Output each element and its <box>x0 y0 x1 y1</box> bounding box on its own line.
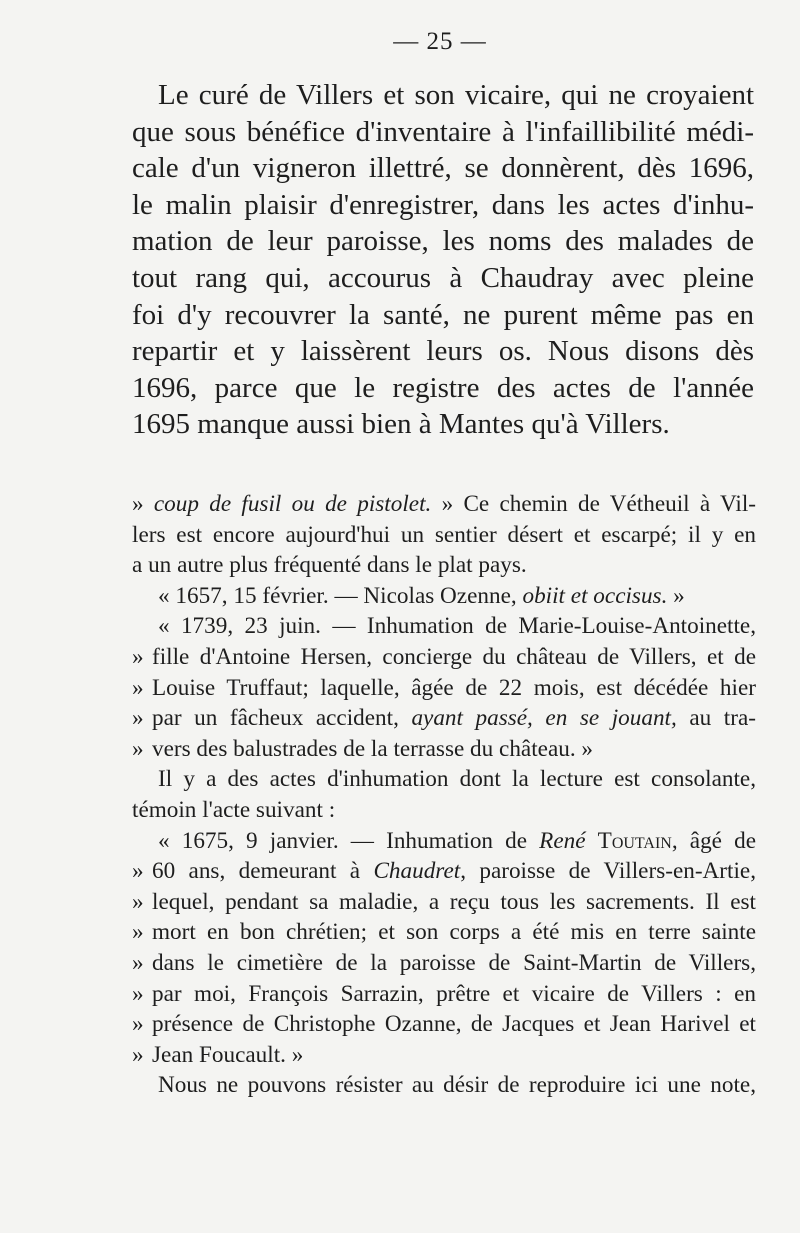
quote-mark: » <box>132 643 144 670</box>
main-line: mation de leur paroisse, les noms des malades de <box>132 225 754 258</box>
note-text: , paroisse de Villers-en-Artie, <box>460 858 756 885</box>
main-line: que sous bénéfice d'inventaire à l'infaillibilité médi- <box>132 115 754 148</box>
note-line <box>132 1009 756 1040</box>
note-line <box>132 703 756 734</box>
note-line <box>132 673 756 704</box>
quote-mark: » <box>132 735 144 762</box>
note-text: lequel, pendant sa maladie, a reçu tous les sacrements. Il est <box>152 888 756 915</box>
note-line <box>132 489 756 520</box>
note-text: par moi, François Sarrazin, prêtre et vicaire de Villers : en <box>152 980 756 1007</box>
note-line: lers est encore aujourd'hui un sentier désert et escarpé; il y en <box>132 521 756 548</box>
note-line <box>132 1040 756 1071</box>
italic-phrase: coup de fusil ou de pistolet. <box>153 491 432 517</box>
note-line: Il y a des actes d'inhumation dont la lecture est consolante, <box>158 766 756 793</box>
note-text: au tra- <box>676 705 756 732</box>
main-line: 1696, parce que le registre des actes de l'année <box>132 371 754 404</box>
italic-phrase: obiit et occisus. <box>522 582 668 609</box>
note-text: mort en bon chrétien; et son corps a été mis en terre sainte <box>152 919 756 946</box>
surname-small-caps: Toutain <box>597 827 672 854</box>
quote-mark: » <box>132 949 144 976</box>
main-line: repartir et y laissèrent leurs os. Nous disons dès <box>132 335 754 368</box>
page-number: — 25 — <box>393 28 487 55</box>
note-line <box>132 887 756 918</box>
note-text: « 1675, 9 janvier. — Inhumation de <box>158 827 540 854</box>
quote-mark: » <box>132 858 144 885</box>
main-line: 1695 manque aussi bien à Mantes qu'à Villers. <box>132 408 670 441</box>
note-text: Jean Foucault. » <box>152 1041 304 1068</box>
note-text: par un fâcheux accident, <box>152 705 412 732</box>
note-line <box>132 856 756 887</box>
note-line <box>132 734 756 765</box>
note-line <box>132 917 756 948</box>
note-line <box>132 826 756 857</box>
note-line: « 1739, 23 juin. — Inhumation de Marie-Louise-Antoinette, <box>158 613 756 640</box>
quote-mark: » <box>132 888 144 915</box>
italic-place: Chaudret <box>373 858 461 885</box>
italic-name: René <box>539 827 586 854</box>
quote-mark: » <box>132 1011 144 1038</box>
quote-mark: » <box>132 1041 144 1068</box>
quote-mark: » <box>132 674 144 701</box>
main-line: tout rang qui, accourus à Chaudray avec pleine <box>132 261 754 294</box>
main-paragraph <box>132 77 754 443</box>
quote-mark: » <box>132 980 144 1007</box>
footnote-block <box>132 489 756 1101</box>
note-text: , âgé de <box>671 827 756 854</box>
quote-mark: » <box>132 919 144 946</box>
note-text: 60 ans, demeurant à <box>152 858 374 885</box>
note-line <box>132 979 756 1010</box>
note-text: vers des balustrades de la terrasse du château. » <box>152 735 594 762</box>
note-line <box>132 948 756 979</box>
main-line: cale d'un vigneron illettré, se donnèrent, dès 1696, <box>132 152 754 185</box>
main-line: foi d'y recouvrer la santé, ne purent même pas en <box>132 298 754 331</box>
note-text: fille d'Antoine Hersen, concierge du château de Villers, et de <box>152 643 756 670</box>
note-line: a un autre plus fréquenté dans le plat pays. <box>132 552 527 579</box>
quote-mark: » <box>132 705 144 732</box>
note-line <box>132 581 756 612</box>
note-text: » Ce chemin de Vétheuil à Vil- <box>431 491 756 517</box>
note-text: « 1657, 15 février. — Nicolas Ozenne, <box>158 582 523 609</box>
note-line <box>132 642 756 673</box>
note-text: dans le cimetière de la paroisse de Saint-Martin de Villers, <box>152 949 756 976</box>
quote-mark: » <box>132 491 144 517</box>
note-text: Louise Truffaut; laquelle, âgée de 22 mois, est décédée hier <box>152 674 756 701</box>
main-line: le malin plaisir d'enregistrer, dans les actes d'inhu- <box>132 188 754 221</box>
note-text: présence de Christophe Ozanne, de Jacques et Jean Harivel et <box>152 1011 756 1038</box>
note-line: témoin l'acte suivant : <box>132 796 336 823</box>
note-text: » <box>667 582 685 609</box>
main-line: Le curé de Villers et son vicaire, qui ne croyaient <box>158 79 754 111</box>
note-line: Nous ne pouvons résister au désir de reproduire ici une note, <box>158 1072 756 1099</box>
italic-phrase: ayant passé, en se jouant, <box>411 705 677 732</box>
